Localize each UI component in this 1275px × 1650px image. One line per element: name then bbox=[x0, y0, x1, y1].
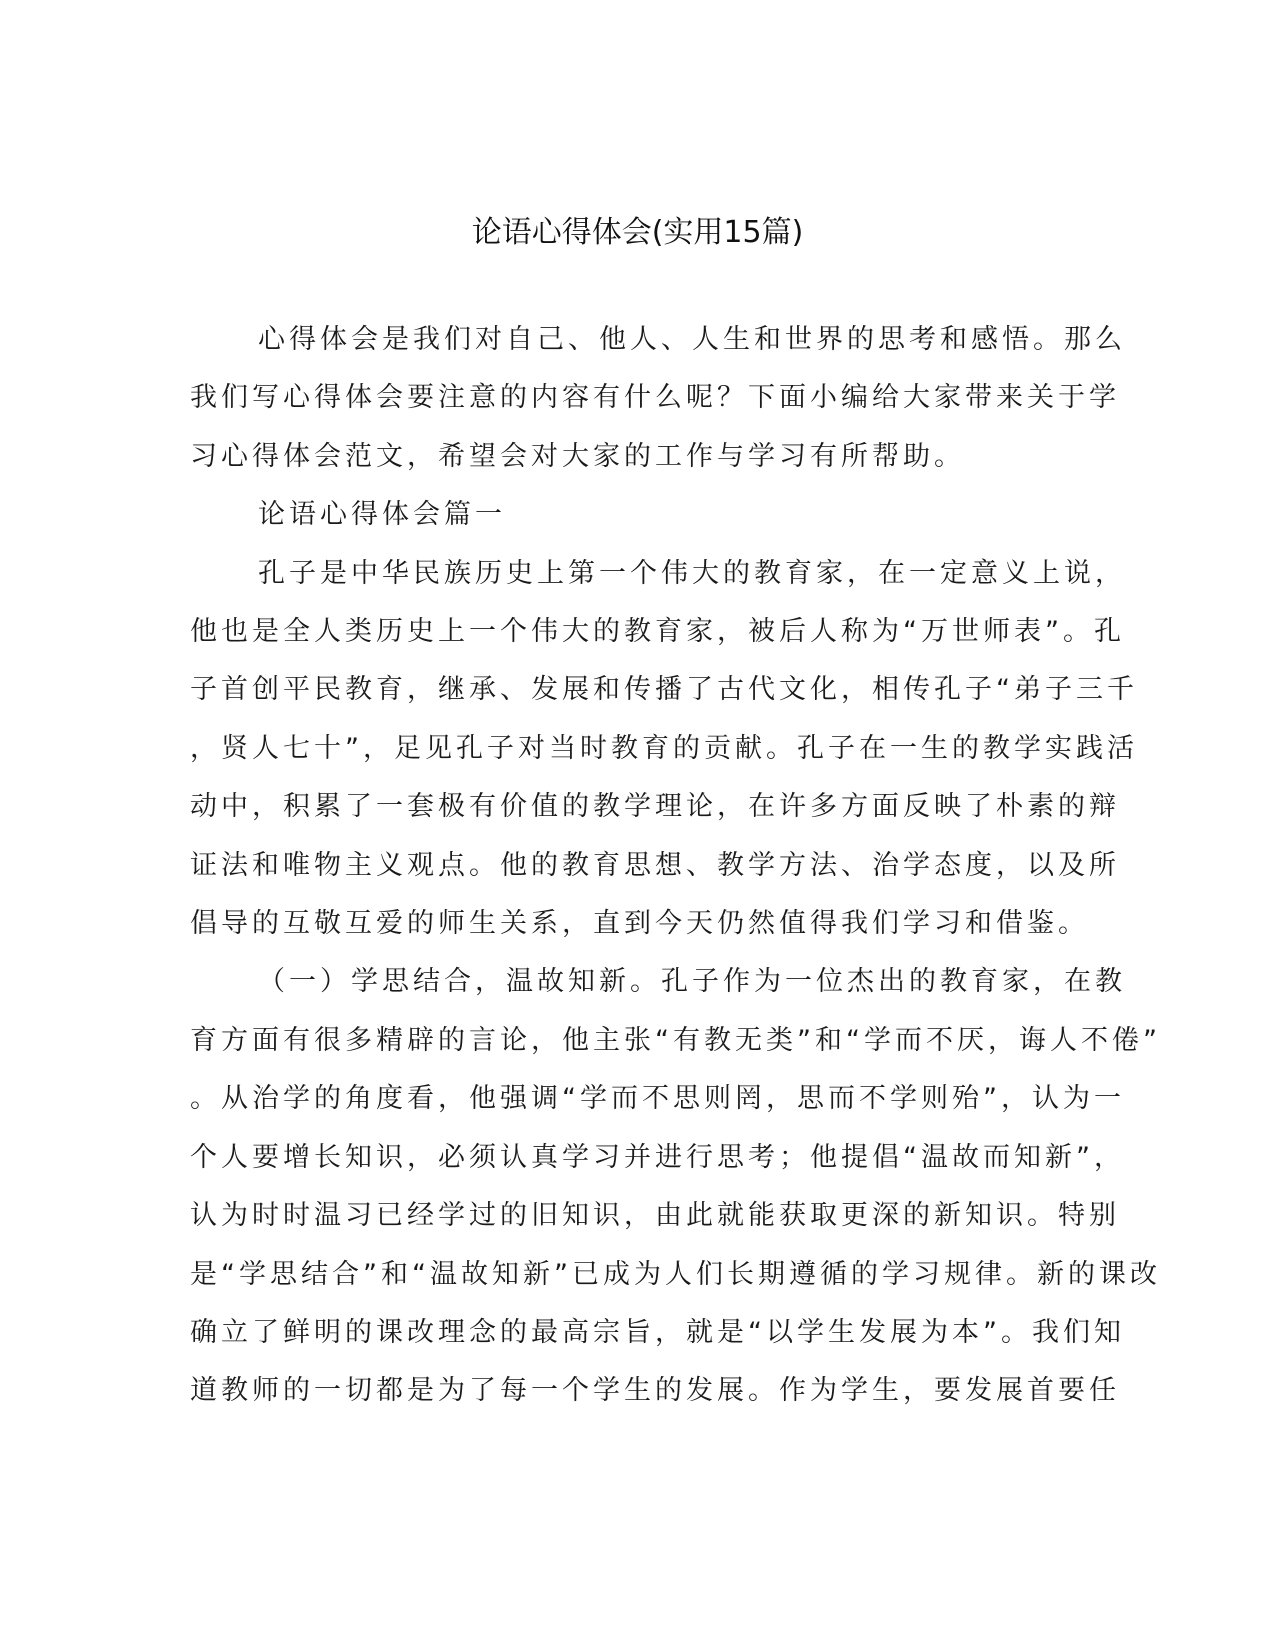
paragraph-line: 倡导的互敬互爱的师生关系，直到今天仍然值得我们学习和借鉴。 bbox=[190, 908, 1089, 939]
paragraph-line: 是“学思结合”和“温故知新”已成为人们长期遵循的学习规律。新的课改 bbox=[190, 1259, 1161, 1290]
paragraph-line: 证法和唯物主义观点。他的教育思想、教学方法、治学态度，以及所 bbox=[190, 850, 1120, 881]
paragraph-line: ，贤人七十”，足见孔子对当时教育的贡献。孔子在一生的教学实践活 bbox=[190, 733, 1138, 764]
paragraph-line: 道教师的一切都是为了每一个学生的发展。作为学生，要发展首要任 bbox=[190, 1375, 1120, 1406]
paragraph-line: 心得体会是我们对自己、他人、人生和世界的思考和感悟。那么 bbox=[258, 324, 1126, 355]
document-title: 论语心得体会(实用15篇) bbox=[471, 215, 804, 250]
paragraph-line: （一）学思结合，温故知新。孔子作为一位杰出的教育家，在教 bbox=[258, 966, 1126, 997]
paragraph-line: 他也是全人类历史上一个伟大的教育家，被后人称为“万世师表”。孔 bbox=[190, 616, 1125, 647]
paragraph-line: 认为时时温习已经学过的旧知识，由此就能获取更深的新知识。特别 bbox=[190, 1200, 1120, 1231]
paragraph-line: 。从治学的角度看，他强调“学而不思则罔，思而不学则殆”，认为一 bbox=[190, 1083, 1125, 1114]
paragraph-line: 子首创平民教育，继承、发展和传播了古代文化，相传孔子“弟子三千 bbox=[190, 674, 1138, 705]
paragraph-line: 孔子是中华民族历史上第一个伟大的教育家，在一定意义上说， bbox=[258, 558, 1126, 589]
paragraph-line: 动中，积累了一套极有价值的教学理论，在许多方面反映了朴素的辩 bbox=[190, 791, 1120, 822]
section-heading: 论语心得体会篇一 bbox=[258, 499, 506, 530]
paragraph-line: 习心得体会范文，希望会对大家的工作与学习有所帮助。 bbox=[190, 441, 965, 472]
paragraph-line: 个人要增长知识，必须认真学习并进行思考；他提倡“温故而知新”， bbox=[190, 1142, 1125, 1173]
paragraph-line: 我们写心得体会要注意的内容有什么呢？下面小编给大家带来关于学 bbox=[190, 382, 1120, 413]
paragraph-line: 育方面有很多精辟的言论，他主张“有教无类”和“学而不厌，诲人不倦” bbox=[190, 1025, 1161, 1056]
paragraph-line: 确立了鲜明的课改理念的最高宗旨，就是“以学生发展为本”。我们知 bbox=[190, 1317, 1125, 1348]
